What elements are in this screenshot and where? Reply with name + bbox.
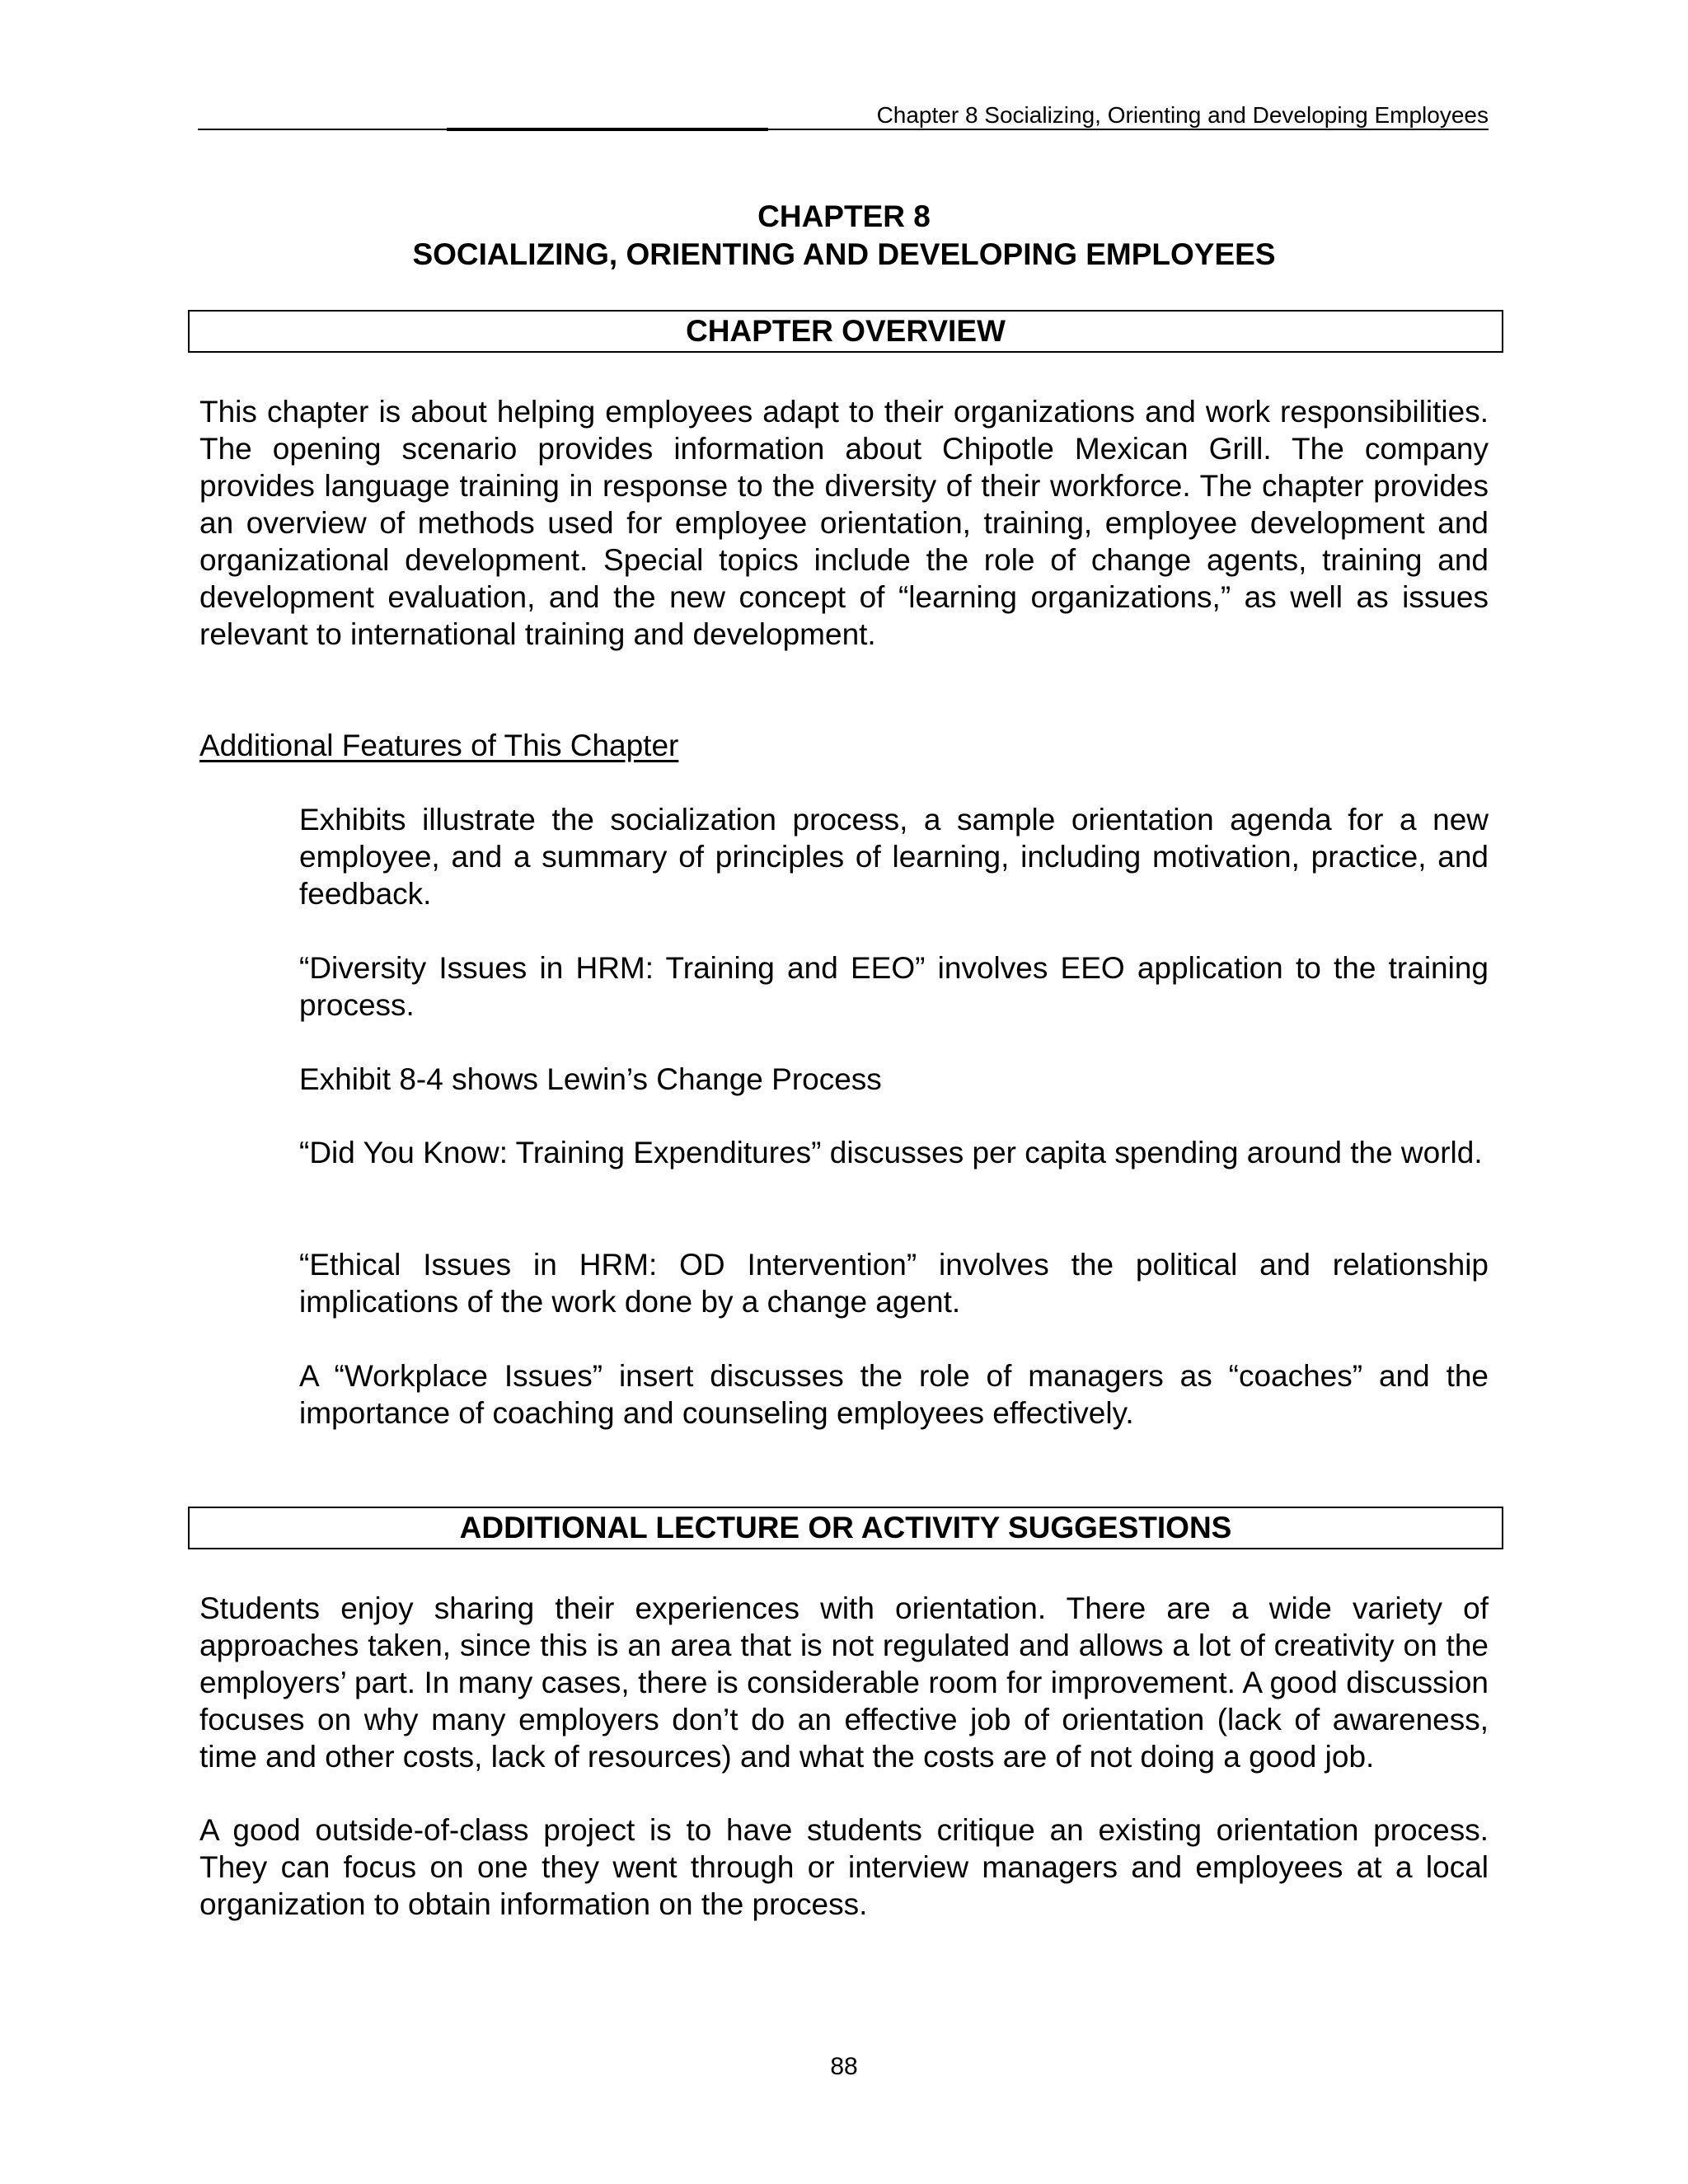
- feature-item: “Did You Know: Training Expenditures” discusses per capita spending around the world.: [299, 1136, 1483, 1169]
- chapter-overview-heading: CHAPTER OVERVIEW: [188, 310, 1503, 353]
- running-header-text: Chapter 8 Socializing, Orienting and Developing Employees: [876, 102, 1489, 128]
- running-header: [198, 102, 1489, 132]
- feature-item: “Diversity Issues in HRM: Training and EEO” involves EEO application to the training process.: [299, 951, 1489, 1022]
- chapter-number: CHAPTER 8: [757, 199, 931, 233]
- lecture-paragraph: A good outside-of-class project is to have students critique an existing orientation process. They can focus on one they went through or interview managers and employees at a local organization to obtain information on the process.: [199, 1813, 1489, 1921]
- feature-item: A “Workplace Issues” insert discusses the role of managers as “coaches” and the importance of coaching and counseling employees effectively.: [299, 1359, 1489, 1430]
- features-subheading: Additional Features of This Chapter: [199, 729, 679, 762]
- lecture-suggestions-heading: ADDITIONAL LECTURE OR ACTIVITY SUGGESTIONS: [188, 1507, 1503, 1549]
- overview-paragraph: This chapter is about helping employees adapt to their organizations and work responsibilities. The opening scenario provides information about Chipotle Mexican Grill. The company provides language training in response to the diversity of their workforce. The chapter provides an overview of methods used for employee orientation, training, employee development and organizational development. Special topics include the role of change agents, training and development evaluation, and the new concept of “learning organizations,” as well as issues relevant to international training and development.: [199, 395, 1489, 651]
- feature-item: “Ethical Issues in HRM: OD Intervention” involves the political and relationship implications of the work done by a change agent.: [299, 1248, 1489, 1319]
- feature-item: Exhibits illustrate the socialization process, a sample orientation agenda for a new employee, and a summary of principles of learning, including motivation, practice, and feedback.: [299, 803, 1489, 911]
- lecture-paragraph: Students enjoy sharing their experiences with orientation. There are a wide variety of approaches taken, since this is an area that is not regulated and allows a lot of creativity on the employers’ part. In many cases, there is considerable room for improvement. A good discussion focuses on why many employers don’t do an effective job of orientation (lack of awareness, time and other costs, lack of resources) and what the costs are of not doing a good job.: [199, 1591, 1489, 1774]
- feature-item: Exhibit 8-4 shows Lewin’s Change Process: [299, 1062, 882, 1096]
- chapter-title: SOCIALIZING, ORIENTING AND DEVELOPING EMPLOYEES: [412, 237, 1276, 271]
- page-number: 88: [830, 2053, 858, 2080]
- header-rule-accent: [447, 128, 768, 131]
- header-rule: [198, 129, 1489, 130]
